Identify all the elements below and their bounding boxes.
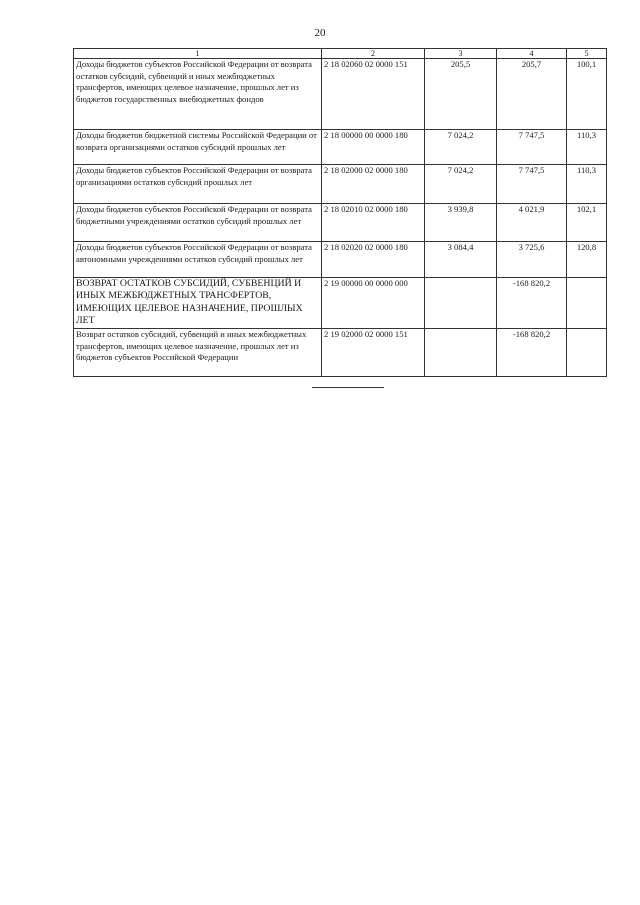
table-row — [74, 59, 607, 130]
table-row — [74, 204, 607, 242]
row-code: 2 19 02000 02 0000 151 — [322, 329, 425, 377]
column-header: 3 — [425, 49, 497, 59]
row-name: Доходы бюджетов субъектов Российской Федерации от возврата организациями остатков субсидий прошлых лет — [74, 165, 322, 204]
row-name: Возврат остатков субсидий, субвенций и иных межбюджетных трансфертов, имеющих целевое назначение, прошлых лет из бюджетов субъектов Российской Федерации — [74, 329, 322, 377]
table-header-row — [74, 49, 607, 59]
row-name: Доходы бюджетов субъектов Российской Федерации от возврата автономными учреждениями остатков субсидий прошлых лет — [74, 242, 322, 278]
row-code: 2 19 00000 00 0000 000 — [322, 278, 425, 329]
table-row — [74, 329, 607, 377]
row-value-5 — [567, 278, 607, 329]
row-value-4: 3 725,6 — [497, 242, 567, 278]
row-value-3: 7 024,2 — [425, 165, 497, 204]
table-row — [74, 165, 607, 204]
column-header: 2 — [322, 49, 425, 59]
row-value-5: 102,1 — [567, 204, 607, 242]
row-value-4: 205,7 — [497, 59, 567, 130]
row-name: ВОЗВРАТ ОСТАТКОВ СУБСИДИЙ, СУБВЕНЦИЙ И ИНЫХ МЕЖБЮДЖЕТНЫХ ТРАНСФЕРТОВ, ИМЕЮЩИХ ЦЕЛЕВОЕ НАЗНАЧЕНИЕ, ПРОШЛЫХ ЛЕТ — [74, 278, 322, 329]
row-value-3: 3 939,8 — [425, 204, 497, 242]
row-value-3: 3 084,4 — [425, 242, 497, 278]
row-value-5 — [567, 329, 607, 377]
row-value-5: 110,3 — [567, 165, 607, 204]
budget-table — [73, 48, 607, 377]
table-row — [74, 278, 607, 329]
row-code: 2 18 02000 02 0000 180 — [322, 165, 425, 204]
row-value-3: 205,5 — [425, 59, 497, 130]
row-value-3 — [425, 278, 497, 329]
row-code: 2 18 02010 02 0000 180 — [322, 204, 425, 242]
column-header: 4 — [497, 49, 567, 59]
column-header: 5 — [567, 49, 607, 59]
column-header: 1 — [74, 49, 322, 59]
row-value-4: -168 820,2 — [497, 329, 567, 377]
row-value-5: 110,3 — [567, 130, 607, 165]
row-name: Доходы бюджетов субъектов Российской Федерации от возврата бюджетными учреждениями остатков субсидий прошлых лет — [74, 204, 322, 242]
row-code: 2 18 00000 00 0000 180 — [322, 130, 425, 165]
row-value-3 — [425, 329, 497, 377]
row-code: 2 18 02060 02 0000 151 — [322, 59, 425, 130]
table-row — [74, 130, 607, 165]
row-name: Доходы бюджетов субъектов Российской Федерации от возврата остатков субсидий, субвенций и иных межбюджетных трансфертов, имеющих целевое назначение, прошлых лет из бюджетов государственных внебюджетных фондов — [74, 59, 322, 130]
row-value-5: 100,1 — [567, 59, 607, 130]
end-divider — [312, 387, 384, 388]
row-code: 2 18 02020 02 0000 180 — [322, 242, 425, 278]
page-number: 20 — [314, 27, 326, 39]
row-value-4: 7 747,5 — [497, 165, 567, 204]
row-value-5: 120,8 — [567, 242, 607, 278]
row-name: Доходы бюджетов бюджетной системы Российской Федерации от возврата организациями остатков субсидий прошлых лет — [74, 130, 322, 165]
row-value-4: -168 820,2 — [497, 278, 567, 329]
row-value-4: 7 747,5 — [497, 130, 567, 165]
table-row — [74, 242, 607, 278]
row-value-3: 7 024,2 — [425, 130, 497, 165]
row-value-4: 4 021,9 — [497, 204, 567, 242]
